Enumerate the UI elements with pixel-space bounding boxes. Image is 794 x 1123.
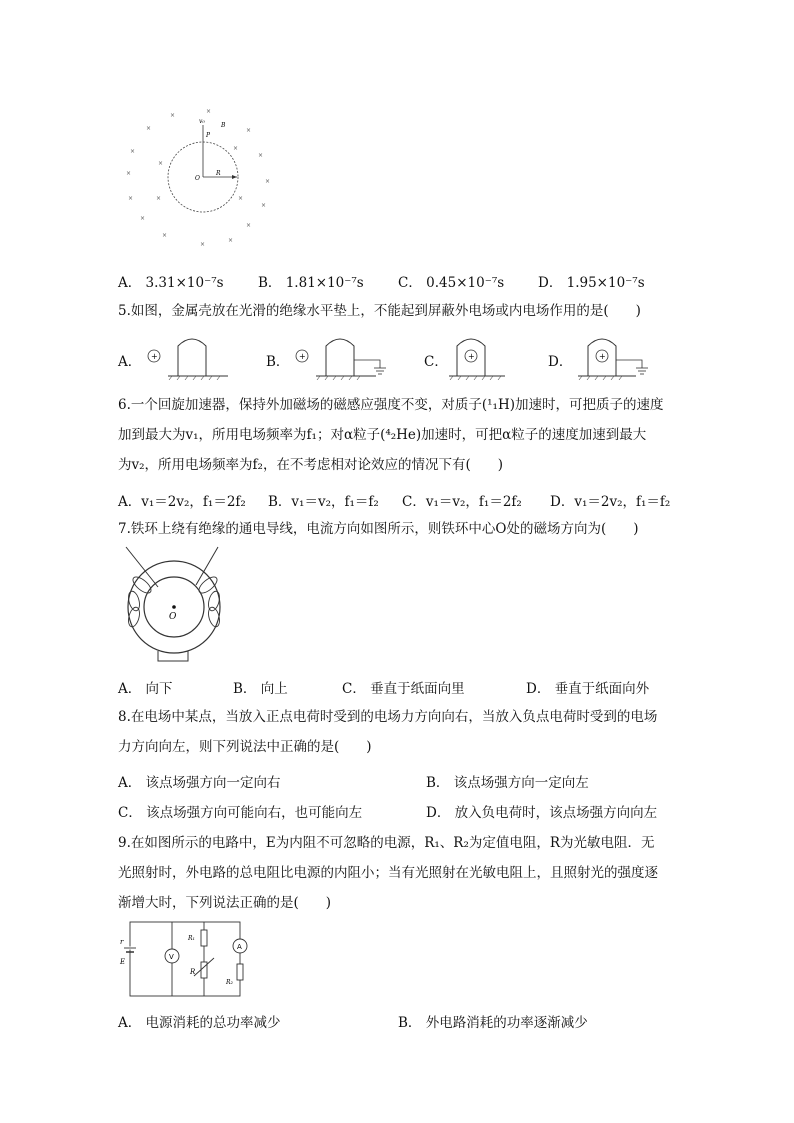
q5-figure-d xyxy=(572,330,662,380)
q6-line-2: 加到最大为v₁，所用电场频率为f₁；对α粒子(⁴₂He)加速时，可把α粒子的速度加速到最大 xyxy=(118,427,647,443)
svg-text:×: × xyxy=(200,241,206,248)
option-text: 放入负电荷时，该点场强方向向左 xyxy=(454,805,658,821)
svg-text:×: × xyxy=(170,112,176,119)
q4-option-d[interactable] xyxy=(538,271,645,291)
svg-text:×: × xyxy=(261,202,267,209)
q9-circuit-figure xyxy=(118,918,248,1000)
q8-line-2: 力方向向左，则下列说法中正确的是( ) xyxy=(118,739,372,755)
label-p: P xyxy=(206,132,211,139)
svg-text:+: + xyxy=(599,352,606,361)
svg-text:×: × xyxy=(206,108,212,115)
svg-text:×: × xyxy=(258,152,264,159)
label-b: B xyxy=(221,122,226,129)
svg-text:×: × xyxy=(228,237,234,244)
option-key: A． xyxy=(118,494,142,510)
option-key: C． xyxy=(342,681,366,697)
option-key: D． xyxy=(426,805,451,821)
option-text: v₁＝2v₂，f₁＝2f₂ xyxy=(141,494,246,510)
option-key: B． xyxy=(258,275,282,291)
option-key: B． xyxy=(426,775,450,791)
q5-figure-a xyxy=(142,330,242,380)
option-key: A． xyxy=(118,275,142,291)
option-text: 电源消耗的总功率减少 xyxy=(145,1015,281,1031)
q5-figure-b xyxy=(290,330,400,380)
option-text: 该点场强方向一定向右 xyxy=(145,775,281,791)
option-text: 向上 xyxy=(260,681,288,697)
q5-stem: 5.如图，金属壳放在光滑的绝缘水平垫上，不能起到屏蔽外电场或内电场作用的是( ) xyxy=(118,303,641,319)
q7-option-b[interactable] xyxy=(233,677,288,697)
option-key: C． xyxy=(118,805,142,821)
option-key: D． xyxy=(526,681,551,697)
svg-text:×: × xyxy=(146,125,152,132)
q9-option-a[interactable] xyxy=(118,1011,281,1031)
svg-text:×: × xyxy=(130,148,136,155)
label-r: R xyxy=(216,170,221,177)
label-o: O xyxy=(169,612,177,622)
option-key: B． xyxy=(233,681,257,697)
option-key: A． xyxy=(118,775,142,791)
option-key: A． xyxy=(118,681,142,697)
svg-text:×: × xyxy=(238,195,244,202)
q7-option-d[interactable] xyxy=(526,677,649,697)
option-key: B． xyxy=(398,1015,422,1031)
option-text: v₁＝v₂，f₁＝f₂ xyxy=(291,494,379,510)
label-v0: v₀ xyxy=(199,118,205,125)
q4-option-a[interactable] xyxy=(118,271,224,291)
svg-text:×: × xyxy=(265,178,271,185)
svg-text:×: × xyxy=(162,232,168,239)
svg-text:+: + xyxy=(468,352,475,361)
q8-line-1: 8.在电场中某点，当放入正点电荷时受到的电场力方向向右，当放入负点电荷时受到的电场 xyxy=(118,709,658,725)
q8-option-a[interactable] xyxy=(118,771,281,791)
q7-option-c[interactable] xyxy=(342,677,465,697)
option-text: 垂直于纸面向外 xyxy=(554,681,650,697)
q6-option-b[interactable] xyxy=(268,490,379,510)
option-text: 该点场强方向一定向左 xyxy=(453,775,589,791)
q6-option-a[interactable] xyxy=(118,490,246,510)
q4-option-c[interactable] xyxy=(398,271,504,291)
q5-figure-c xyxy=(445,330,525,380)
svg-text:×: × xyxy=(158,160,164,167)
svg-text:+: + xyxy=(151,352,158,361)
q7-iron-ring-figure xyxy=(118,545,233,663)
option-text: 3.31×10⁻⁷s xyxy=(145,275,224,291)
svg-text:×: × xyxy=(128,195,134,202)
q6-line-3: 为v₂，所用电场频率为f₂，在不考虑相对论效应的情况下有( ) xyxy=(118,457,503,473)
svg-text:×: × xyxy=(246,127,252,134)
q8-option-b[interactable] xyxy=(426,771,589,791)
option-key: C． xyxy=(402,494,426,510)
svg-text:×: × xyxy=(126,170,132,177)
option-key: B． xyxy=(268,494,292,510)
q4-option-b[interactable] xyxy=(258,271,364,291)
option-key: D． xyxy=(538,275,563,291)
label-r2: R₂ xyxy=(226,979,233,986)
svg-text:×: × xyxy=(140,215,146,222)
svg-text:×: × xyxy=(246,222,252,229)
q5-option-d-key[interactable]: D． xyxy=(548,354,573,370)
option-text: 向下 xyxy=(145,681,173,697)
q6-line-1: 6.一个回旋加速器，保持外加磁场的磁感应强度不变，对质子(¹₁H)加速时，可把质子的速度 xyxy=(118,397,664,413)
label-e: E xyxy=(120,958,126,966)
option-key: C． xyxy=(398,275,422,291)
q6-option-c[interactable] xyxy=(402,490,522,510)
q5-option-b-key[interactable]: B． xyxy=(266,354,290,370)
option-text: v₁＝v₂，f₁＝2f₂ xyxy=(425,494,522,510)
center-dot xyxy=(172,605,176,609)
svg-text:×: × xyxy=(233,145,239,152)
svg-text:+: + xyxy=(299,352,306,361)
q4-field-figure xyxy=(118,105,278,250)
q9-line-2: 光照射时，外电路的总电阻比电源的内阻小；当有光照射在光敏电阻上，且照射光的强度逐 xyxy=(118,865,658,881)
option-text: v₁＝2v₂，f₁＝f₂ xyxy=(574,494,671,510)
q9-option-b[interactable] xyxy=(398,1011,588,1031)
radius-arrowhead xyxy=(232,175,237,179)
q7-stem: 7.铁环上绕有绝缘的通电导线，电流方向如图所示，则铁环中心O处的磁场方向为( ) xyxy=(118,521,639,537)
label-r1: R₁ xyxy=(188,935,195,942)
q9-line-3: 渐增大时，下列说法正确的是( ) xyxy=(118,895,332,911)
option-text: 1.81×10⁻⁷s xyxy=(285,275,364,291)
option-key: D． xyxy=(550,494,575,510)
option-text: 外电路消耗的功率逐渐减少 xyxy=(425,1015,588,1031)
option-text: 0.45×10⁻⁷s xyxy=(426,275,505,291)
q8-option-d[interactable] xyxy=(426,801,657,821)
label-o: O xyxy=(195,175,200,182)
q5-option-c-key[interactable]: C． xyxy=(424,354,448,370)
q5-option-a-key[interactable]: A． xyxy=(118,354,142,370)
svg-text:×: × xyxy=(156,195,162,202)
ammeter-label: A xyxy=(237,943,242,951)
option-text: 该点场强方向可能向右，也可能向左 xyxy=(146,805,363,821)
voltmeter-label: V xyxy=(169,953,174,961)
label-r: R xyxy=(190,968,196,976)
option-key: A． xyxy=(118,1015,142,1031)
q8-option-c[interactable] xyxy=(118,801,362,821)
option-text: 垂直于纸面向里 xyxy=(370,681,465,697)
q7-option-a[interactable] xyxy=(118,677,173,697)
option-text: 1.95×10⁻⁷s xyxy=(566,275,645,291)
q9-line-1: 9.在如图所示的电路中，E为内阻不可忽略的电源，R₁、R₂为定值电阻，R为光敏电阻．无 xyxy=(118,835,655,851)
label-internal-r: r xyxy=(120,938,124,946)
q6-option-d[interactable] xyxy=(550,490,670,510)
